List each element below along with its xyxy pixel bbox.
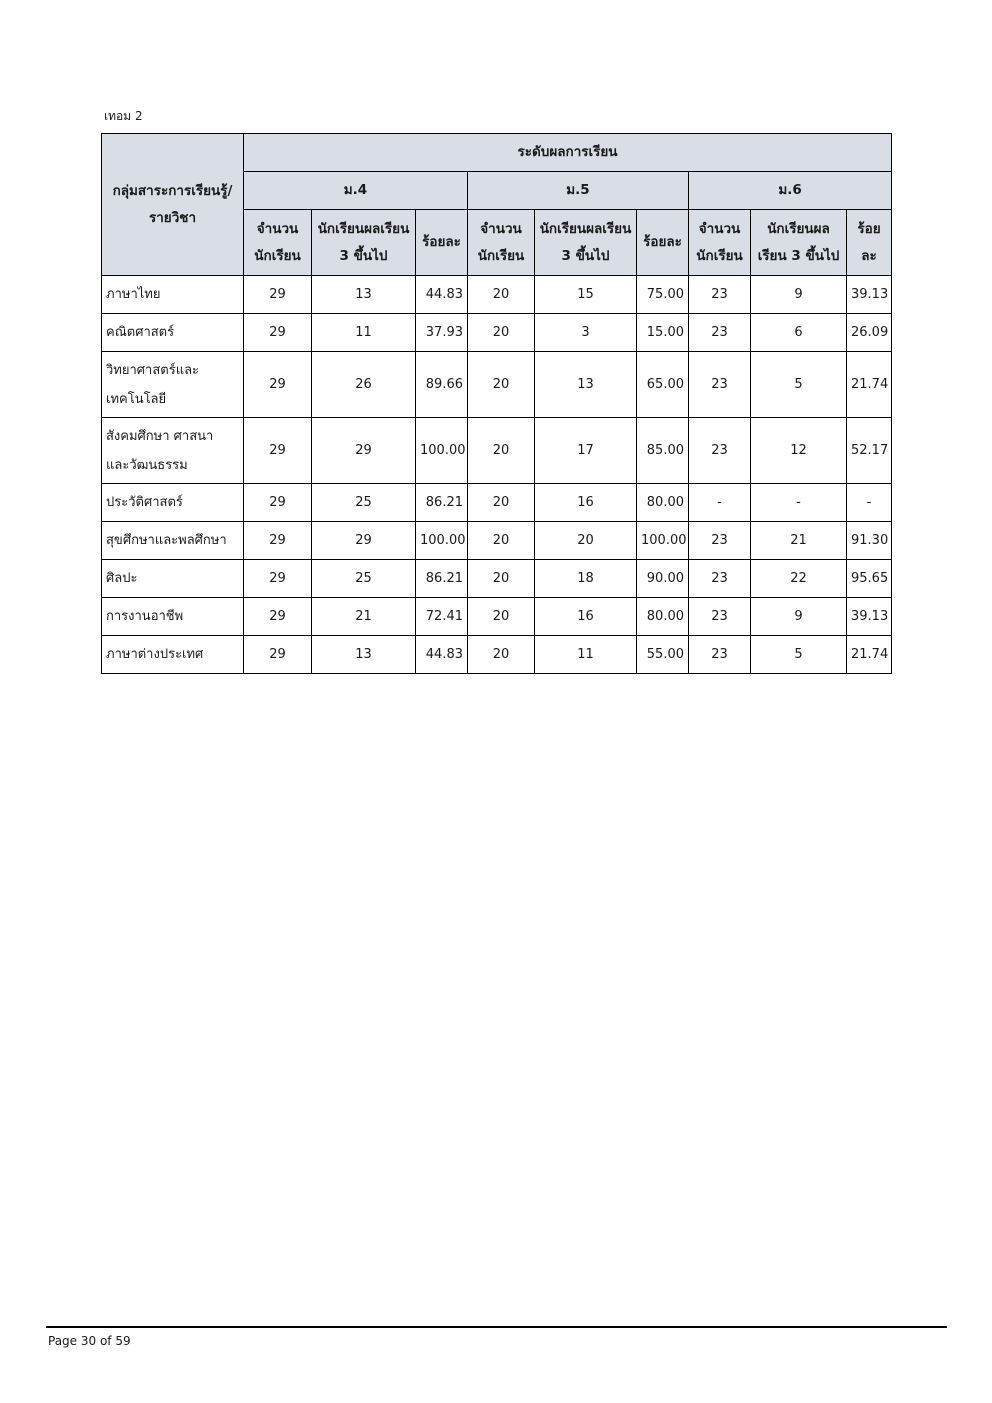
count-cell: 29 — [244, 418, 312, 484]
table-row — [102, 636, 892, 674]
subject-cell: สังคมศึกษา ศาสนา และวัฒนธรรม — [102, 418, 244, 484]
percent-cell: 100.00 — [637, 522, 689, 560]
count-cell: 29 — [244, 314, 312, 352]
table-row — [102, 352, 892, 418]
count-cell: 20 — [468, 484, 535, 522]
count-cell: 20 — [535, 522, 637, 560]
table-row — [102, 598, 892, 636]
count-cell: 20 — [468, 276, 535, 314]
count-cell: 13 — [312, 636, 416, 674]
count-cell: 23 — [689, 598, 751, 636]
m5-percent-header: ร้อยละ — [637, 210, 689, 276]
percent-cell: 26.09 — [847, 314, 892, 352]
count-cell: 29 — [244, 636, 312, 674]
percent-cell: 86.21 — [416, 484, 468, 522]
count-cell: 29 — [244, 352, 312, 418]
group-header: ระดับผลการเรียน — [244, 134, 892, 172]
percent-cell: 21.74 — [847, 636, 892, 674]
count-cell: 18 — [535, 560, 637, 598]
table-body — [102, 276, 892, 674]
count-cell: 20 — [468, 522, 535, 560]
count-cell: 20 — [468, 636, 535, 674]
subject-cell: คณิตศาสตร์ — [102, 314, 244, 352]
subject-cell: สุขศึกษาและพลศึกษา — [102, 522, 244, 560]
count-cell: 5 — [751, 636, 847, 674]
subject-cell: ประวัติศาสตร์ — [102, 484, 244, 522]
percent-cell: 80.00 — [637, 598, 689, 636]
count-cell: 26 — [312, 352, 416, 418]
percent-cell: 85.00 — [637, 418, 689, 484]
count-cell: 22 — [751, 560, 847, 598]
results-table — [101, 133, 892, 674]
percent-cell: 91.30 — [847, 522, 892, 560]
percent-cell: 86.21 — [416, 560, 468, 598]
count-cell: 20 — [468, 418, 535, 484]
percent-cell: 44.83 — [416, 636, 468, 674]
count-cell: 29 — [244, 522, 312, 560]
percent-cell: 95.65 — [847, 560, 892, 598]
page-number: Page 30 of 59 — [48, 1334, 131, 1348]
table-row — [102, 418, 892, 484]
count-cell: 13 — [312, 276, 416, 314]
percent-cell: 72.41 — [416, 598, 468, 636]
percent-cell: 100.00 — [416, 418, 468, 484]
footer-divider — [46, 1326, 947, 1328]
percent-cell: 21.74 — [847, 352, 892, 418]
count-cell: 15 — [535, 276, 637, 314]
percent-cell: 39.13 — [847, 276, 892, 314]
m6-grade3-count-header: นักเรียนผล เรียน 3 ขึ้นไป — [751, 210, 847, 276]
count-cell: 21 — [312, 598, 416, 636]
count-cell: 20 — [468, 314, 535, 352]
count-cell: 13 — [535, 352, 637, 418]
table-row — [102, 314, 892, 352]
count-cell: 5 — [751, 352, 847, 418]
count-cell: 23 — [689, 314, 751, 352]
count-cell: 21 — [751, 522, 847, 560]
count-cell: 12 — [751, 418, 847, 484]
count-cell: 3 — [535, 314, 637, 352]
table-row — [102, 484, 892, 522]
count-cell: 23 — [689, 522, 751, 560]
count-cell: 29 — [244, 276, 312, 314]
percent-cell: 15.00 — [637, 314, 689, 352]
level-header-m5: ม.5 — [468, 172, 689, 210]
count-cell: 16 — [535, 484, 637, 522]
m6-student-count-header: จำนวน นักเรียน — [689, 210, 751, 276]
percent-cell: 39.13 — [847, 598, 892, 636]
subject-cell: ภาษาไทย — [102, 276, 244, 314]
count-cell: 29 — [312, 418, 416, 484]
table-row — [102, 522, 892, 560]
count-cell: 11 — [312, 314, 416, 352]
count-cell: 25 — [312, 560, 416, 598]
m4-percent-header: ร้อยละ — [416, 210, 468, 276]
count-cell: 29 — [312, 522, 416, 560]
percent-cell: 100.00 — [416, 522, 468, 560]
subject-cell: การงานอาชีพ — [102, 598, 244, 636]
percent-cell: 75.00 — [637, 276, 689, 314]
m4-grade3-count-header: นักเรียนผลเรียน 3 ขึ้นไป — [312, 210, 416, 276]
level-header-m6: ม.6 — [689, 172, 892, 210]
subject-cell: ศิลปะ — [102, 560, 244, 598]
count-cell: 23 — [689, 560, 751, 598]
count-cell: 23 — [689, 352, 751, 418]
percent-cell: 52.17 — [847, 418, 892, 484]
m4-student-count-header: จำนวน นักเรียน — [244, 210, 312, 276]
percent-cell: 90.00 — [637, 560, 689, 598]
count-cell: 25 — [312, 484, 416, 522]
count-cell: - — [847, 484, 892, 522]
count-cell: 29 — [244, 560, 312, 598]
level-header-m4: ม.4 — [244, 172, 468, 210]
count-cell: 20 — [468, 352, 535, 418]
count-cell: - — [689, 484, 751, 522]
table-row — [102, 560, 892, 598]
count-cell: 29 — [244, 484, 312, 522]
count-cell: 20 — [468, 560, 535, 598]
percent-cell: 80.00 — [637, 484, 689, 522]
count-cell: 23 — [689, 418, 751, 484]
count-cell: 23 — [689, 276, 751, 314]
count-cell: 20 — [468, 598, 535, 636]
m6-percent-header: ร้อย ละ — [847, 210, 892, 276]
count-cell: 17 — [535, 418, 637, 484]
subject-cell: ภาษาต่างประเทศ — [102, 636, 244, 674]
count-cell: 9 — [751, 276, 847, 314]
term-label: เทอม 2 — [104, 109, 143, 123]
percent-cell: 37.93 — [416, 314, 468, 352]
count-cell: - — [751, 484, 847, 522]
count-cell: 29 — [244, 598, 312, 636]
percent-cell: 55.00 — [637, 636, 689, 674]
percent-cell: 89.66 — [416, 352, 468, 418]
table-row — [102, 276, 892, 314]
count-cell: 16 — [535, 598, 637, 636]
subject-cell: วิทยาศาสตร์และ เทคโนโลยี — [102, 352, 244, 418]
percent-cell: 44.83 — [416, 276, 468, 314]
header-row-group — [102, 134, 892, 172]
m5-student-count-header: จำนวน นักเรียน — [468, 210, 535, 276]
count-cell: 9 — [751, 598, 847, 636]
subject-column-header: กลุ่มสาระการเรียนรู้/ รายวิชา — [102, 134, 244, 276]
m5-grade3-count-header: นักเรียนผลเรียน 3 ขึ้นไป — [535, 210, 637, 276]
count-cell: 6 — [751, 314, 847, 352]
percent-cell: 65.00 — [637, 352, 689, 418]
count-cell: 23 — [689, 636, 751, 674]
count-cell: 11 — [535, 636, 637, 674]
